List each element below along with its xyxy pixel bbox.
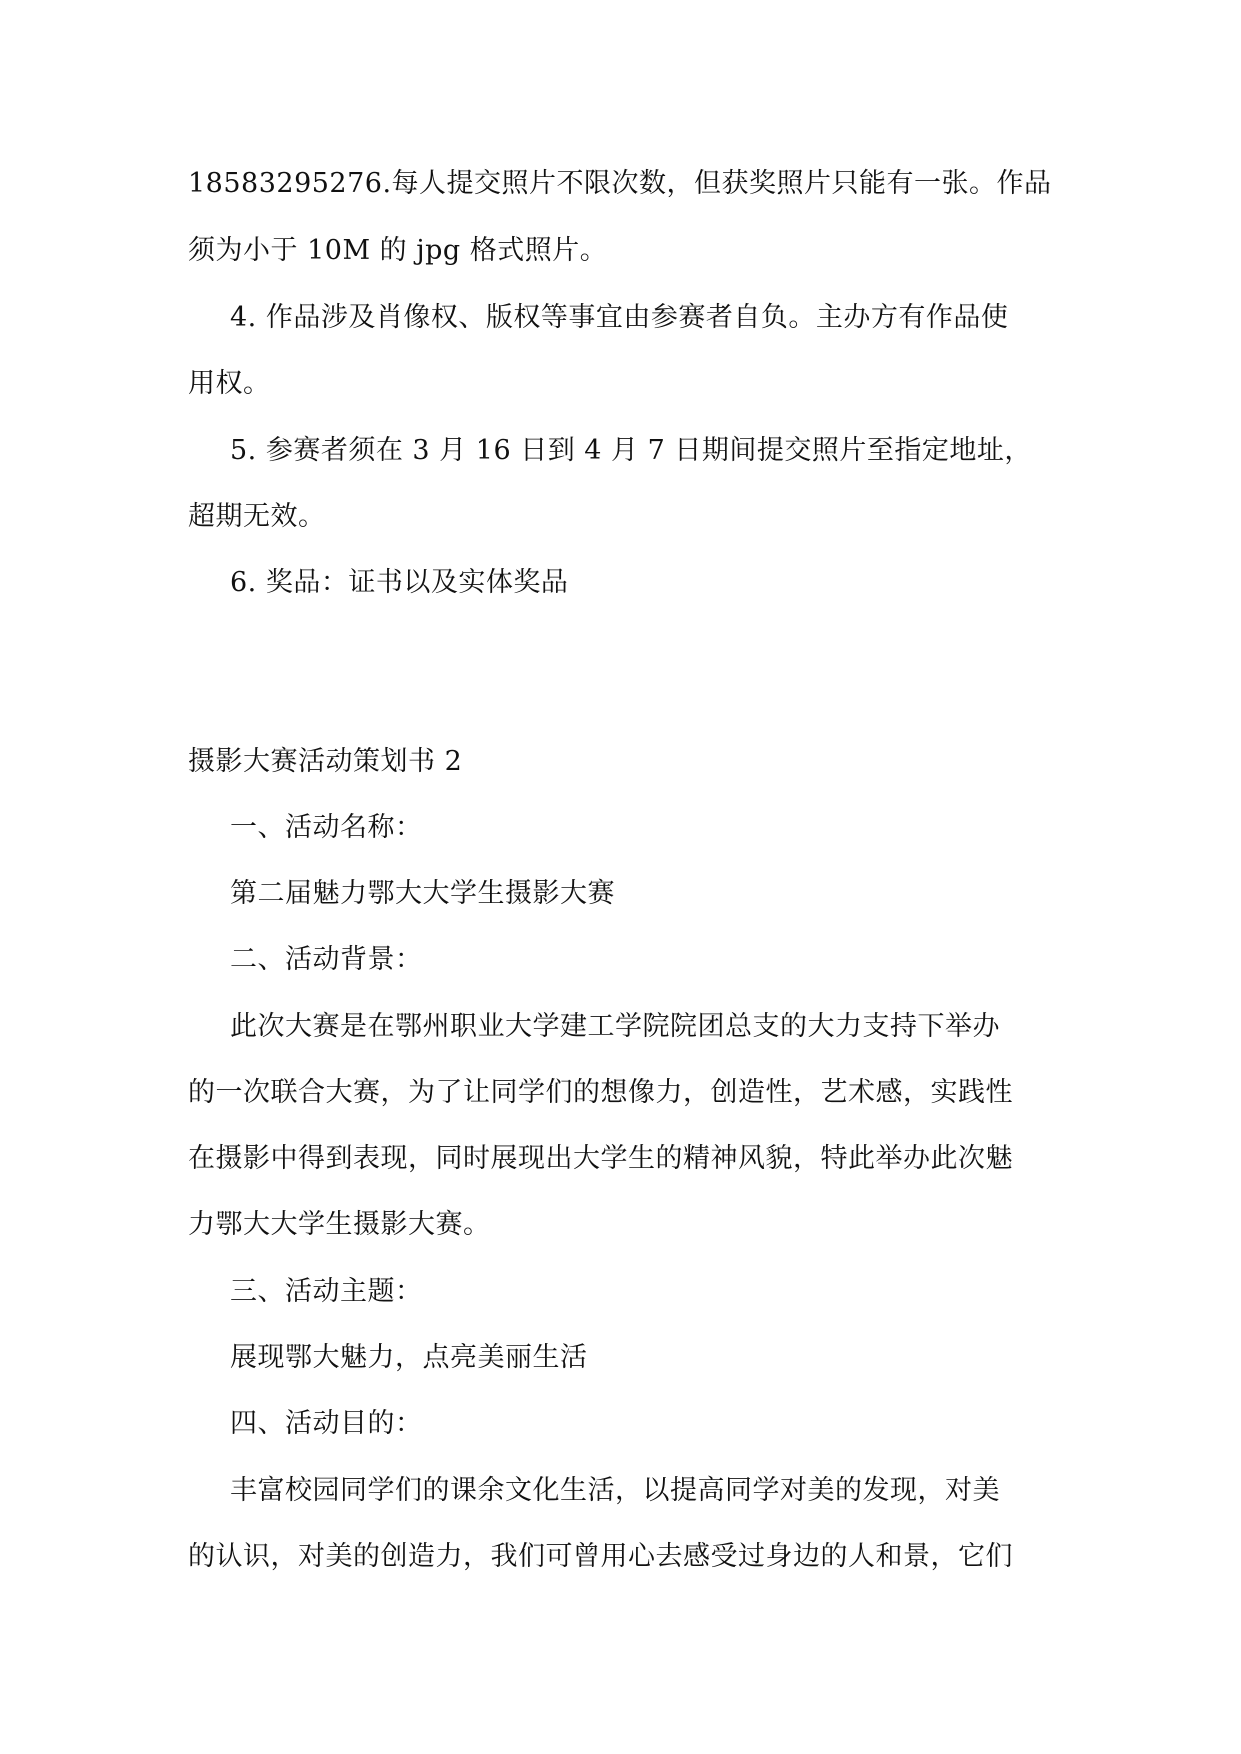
heading-activity-name: 一、活动名称：	[230, 812, 423, 843]
background-paragraph-line-2: 的一次联合大赛，为了让同学们的想像力，创造性，艺术感，实践性	[188, 1077, 1013, 1108]
list-item-5-line-1: 5. 参赛者须在 3 月 16 日到 4 月 7 日期间提交照片至指定地址，	[230, 435, 1032, 466]
list-item-4-line-1: 4. 作品涉及肖像权、版权等事宜由参赛者自负。主办方有作品使	[230, 302, 1009, 333]
activity-theme-text: 展现鄂大魅力，点亮美丽生活	[230, 1342, 588, 1373]
heading-activity-purpose: 四、活动目的：	[230, 1408, 423, 1439]
background-paragraph-line-3: 在摄影中得到表现，同时展现出大学生的精神风貌，特此举办此次魅	[188, 1143, 1013, 1174]
purpose-paragraph-line-1: 丰富校园同学们的课余文化生活，以提高同学对美的发现，对美	[230, 1475, 1000, 1506]
list-item-6: 6. 奖品：证书以及实体奖品	[230, 567, 569, 598]
text-line-1: 18583295276.每人提交照片不限次数，但获奖照片只能有一张。作品	[188, 168, 1052, 199]
heading-activity-theme: 三、活动主题：	[230, 1276, 423, 1307]
background-paragraph-line-4: 力鄂大大学生摄影大赛。	[188, 1209, 491, 1240]
heading-activity-background: 二、活动背景：	[230, 944, 423, 975]
list-item-4-line-2: 用权。	[188, 368, 271, 399]
activity-name-text: 第二届魅力鄂大大学生摄影大赛	[230, 878, 615, 909]
background-paragraph-line-1: 此次大赛是在鄂州职业大学建工学院院团总支的大力支持下举办	[230, 1011, 1000, 1042]
text-line-2: 须为小于 10M 的 jpg 格式照片。	[188, 235, 608, 266]
section-title: 摄影大赛活动策划书 2	[188, 746, 463, 777]
purpose-paragraph-line-2: 的认识，对美的创造力，我们可曾用心去感受过身边的人和景，它们	[188, 1541, 1013, 1572]
list-item-5-line-2: 超期无效。	[188, 501, 326, 532]
